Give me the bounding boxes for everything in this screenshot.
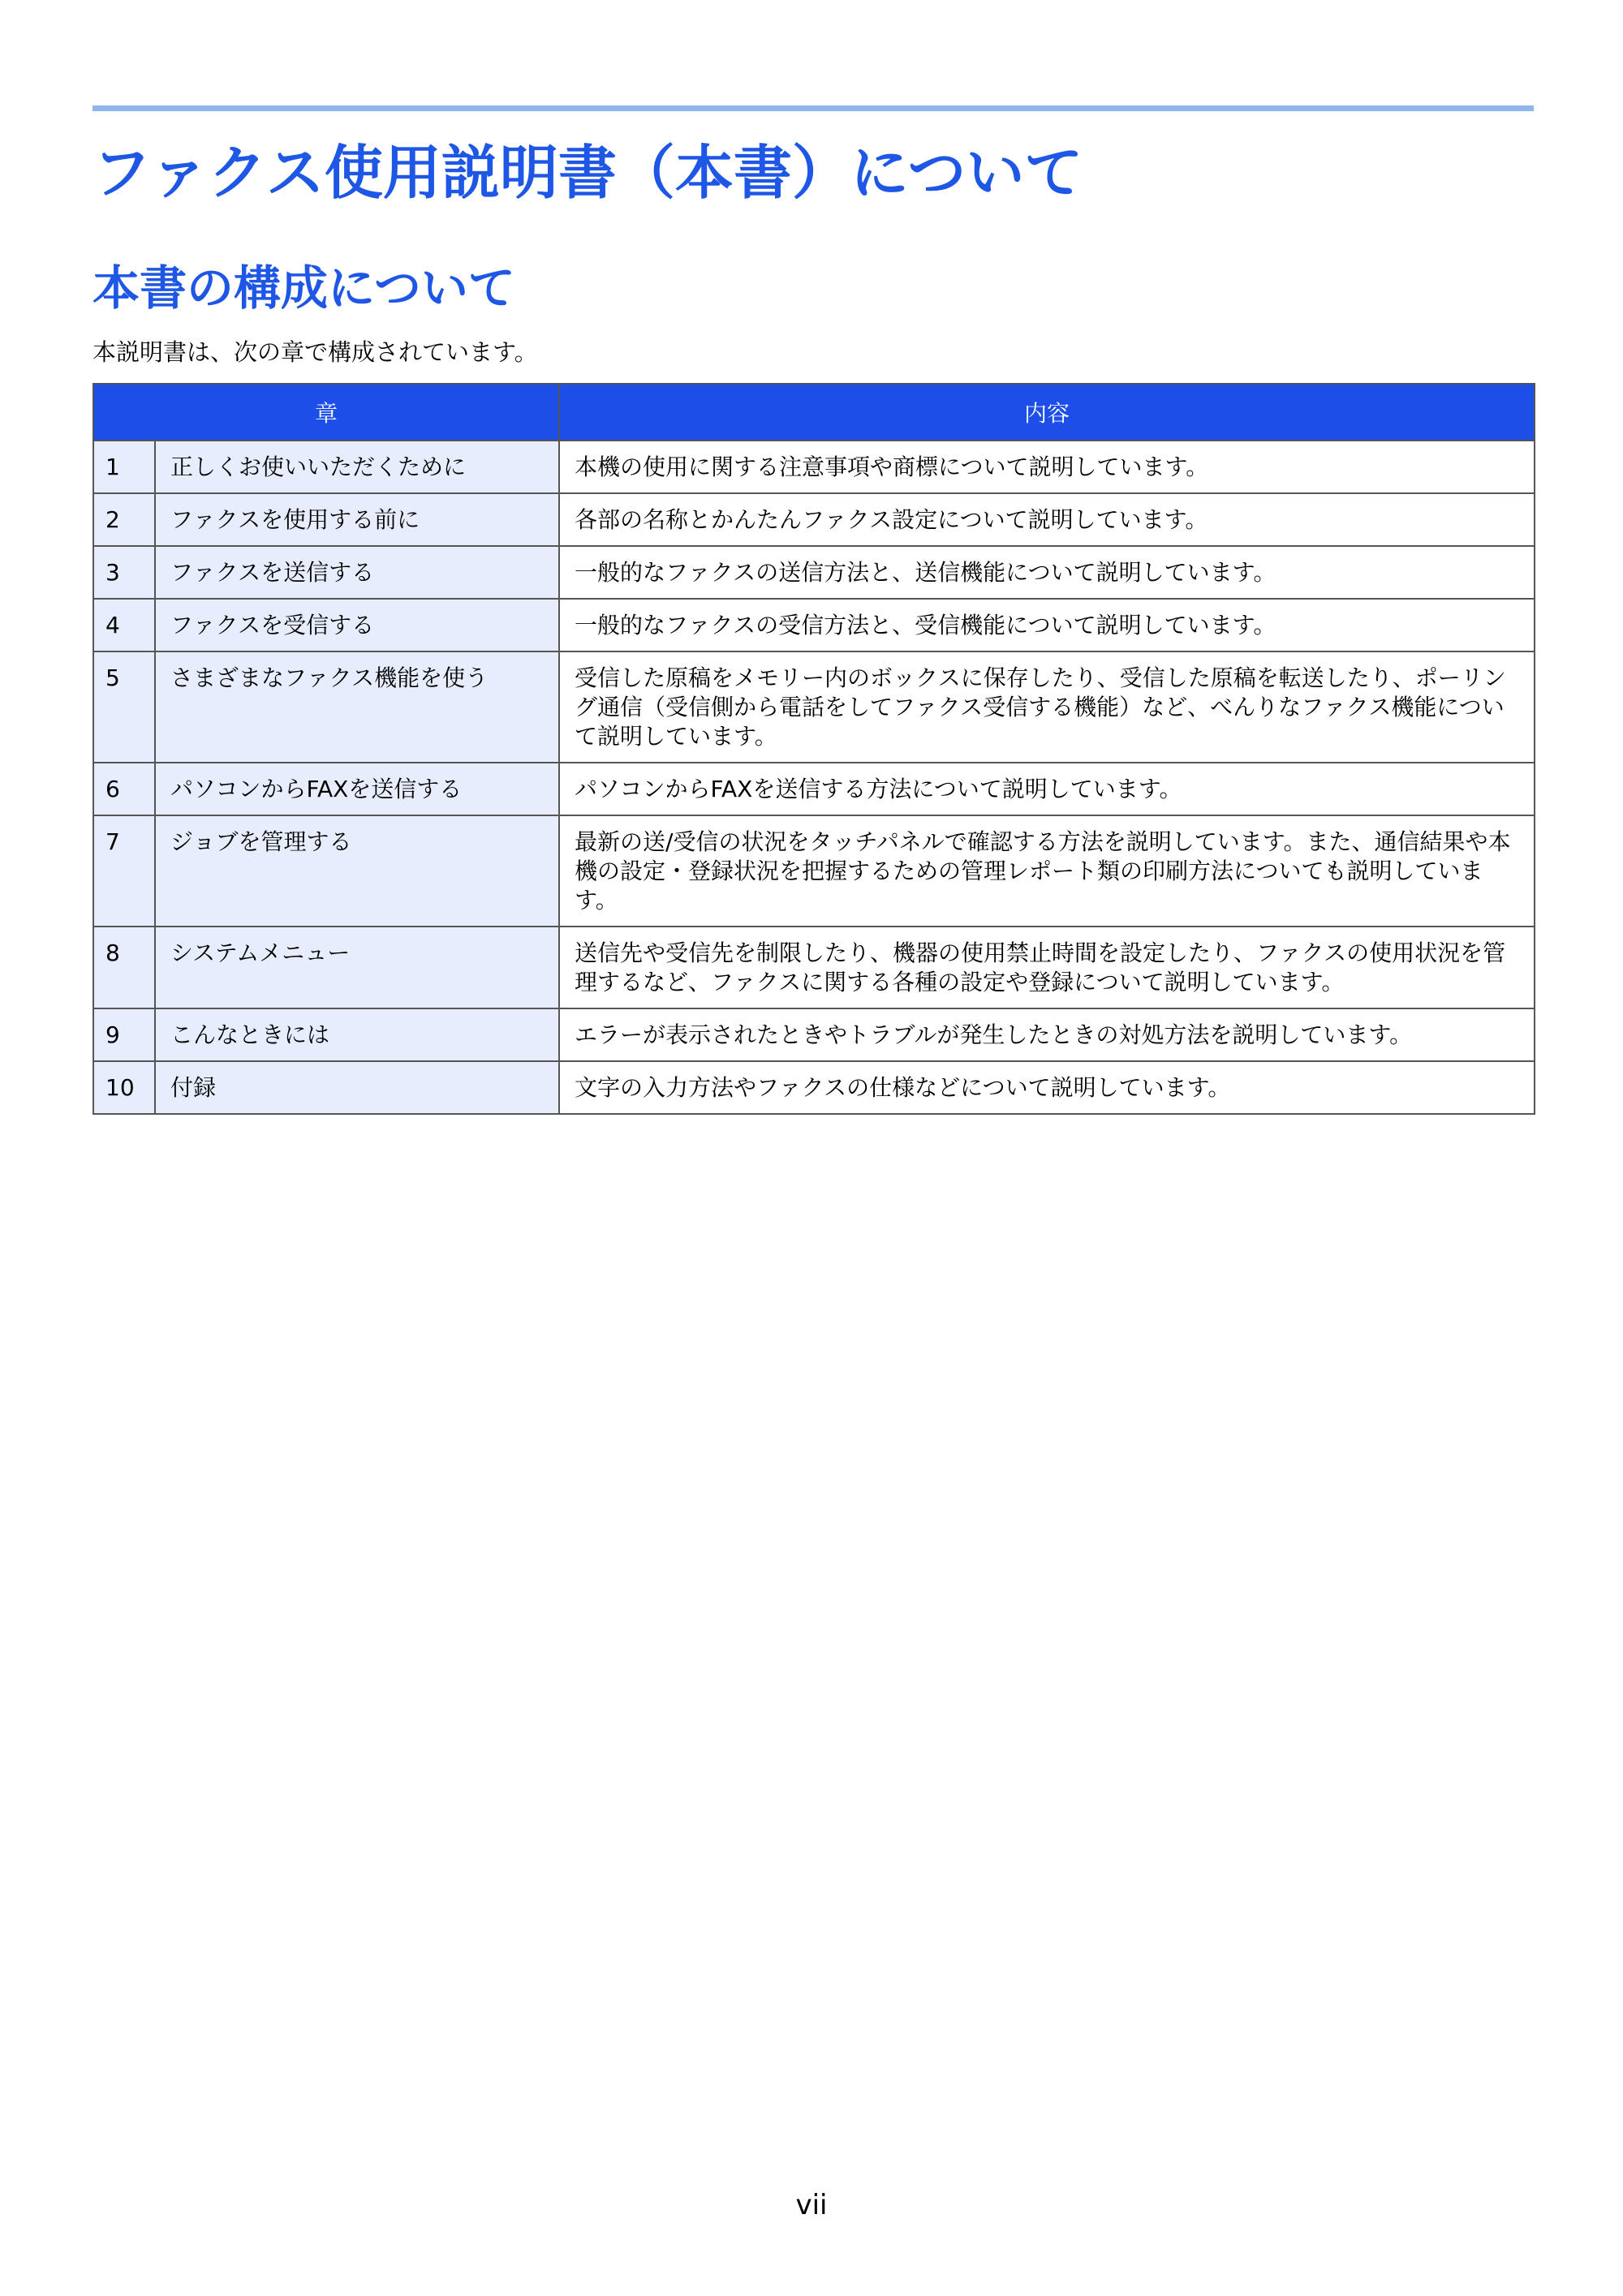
chapter-title: 正しくお使いいただくために <box>155 441 559 493</box>
chapter-number: 7 <box>93 815 155 927</box>
chapter-title: ファクスを使用する前に <box>155 493 559 546</box>
chapter-number: 10 <box>93 1061 155 1114</box>
chapter-description: 本機の使用に関する注意事項や商標について説明しています。 <box>559 441 1535 493</box>
table-row <box>93 441 1535 493</box>
table-row <box>93 493 1535 546</box>
intro-text: 本説明書は、次の章で構成されています。 <box>93 338 538 366</box>
table-row <box>93 815 1535 927</box>
table-row <box>93 651 1535 763</box>
chapter-number: 5 <box>93 651 155 763</box>
table-row <box>93 763 1535 815</box>
chapter-number: 9 <box>93 1008 155 1061</box>
chapter-number: 3 <box>93 546 155 599</box>
chapter-number: 8 <box>93 927 155 1008</box>
table-row <box>93 1008 1535 1061</box>
table-row <box>93 599 1535 651</box>
chapter-description: 一般的なファクスの送信方法と、送信機能について説明しています。 <box>559 546 1535 599</box>
chapter-description: 最新の送/受信の状況をタッチパネルで確認する方法を説明しています。また、通信結果や本機の設定・登録状況を把握するための管理レポート類の印刷方法についても説明しています。 <box>559 815 1535 927</box>
chapter-title: さまざまなファクス機能を使う <box>155 651 559 763</box>
chapter-title: ジョブを管理する <box>155 815 559 927</box>
chapter-description: エラーが表示されたときやトラブルが発生したときの対処方法を説明しています。 <box>559 1008 1535 1061</box>
chapter-description: 各部の名称とかんたんファクス設定について説明しています。 <box>559 493 1535 546</box>
chapter-number: 6 <box>93 763 155 815</box>
table-row <box>93 927 1535 1008</box>
section-title: 本書の構成について <box>93 260 515 316</box>
chapter-title: ファクスを受信する <box>155 599 559 651</box>
chapter-table <box>93 383 1535 1115</box>
table-row <box>93 1061 1535 1114</box>
top-rule <box>93 105 1534 111</box>
chapter-title: システムメニュー <box>155 927 559 1008</box>
chapter-number: 4 <box>93 599 155 651</box>
table-row <box>93 546 1535 599</box>
chapter-description: 送信先や受信先を制限したり、機器の使用禁止時間を設定したり、ファクスの使用状況を管理するなど、ファクスに関する各種の設定や登録について説明しています。 <box>559 927 1535 1008</box>
page-title: ファクス使用説明書（本書）について <box>93 139 1083 207</box>
chapter-description: 受信した原稿をメモリー内のボックスに保存したり、受信した原稿を転送したり、ポーリング通信（受信側から電話をしてファクス受信する機能）など、べんりなファクス機能について説明しています。 <box>559 651 1535 763</box>
header-content: 内容 <box>559 384 1535 441</box>
page-number: vii <box>795 2189 828 2221</box>
chapter-number: 1 <box>93 441 155 493</box>
header-chapter: 章 <box>93 384 559 441</box>
chapter-description: 文字の入力方法やファクスの仕様などについて説明しています。 <box>559 1061 1535 1114</box>
chapter-description: パソコンからFAXを送信する方法について説明しています。 <box>559 763 1535 815</box>
table-header-row <box>93 384 1535 441</box>
chapter-number: 2 <box>93 493 155 546</box>
chapter-title: ファクスを送信する <box>155 546 559 599</box>
chapter-title: パソコンからFAXを送信する <box>155 763 559 815</box>
chapter-title: 付録 <box>155 1061 559 1114</box>
chapter-description: 一般的なファクスの受信方法と、受信機能について説明しています。 <box>559 599 1535 651</box>
chapter-title: こんなときには <box>155 1008 559 1061</box>
